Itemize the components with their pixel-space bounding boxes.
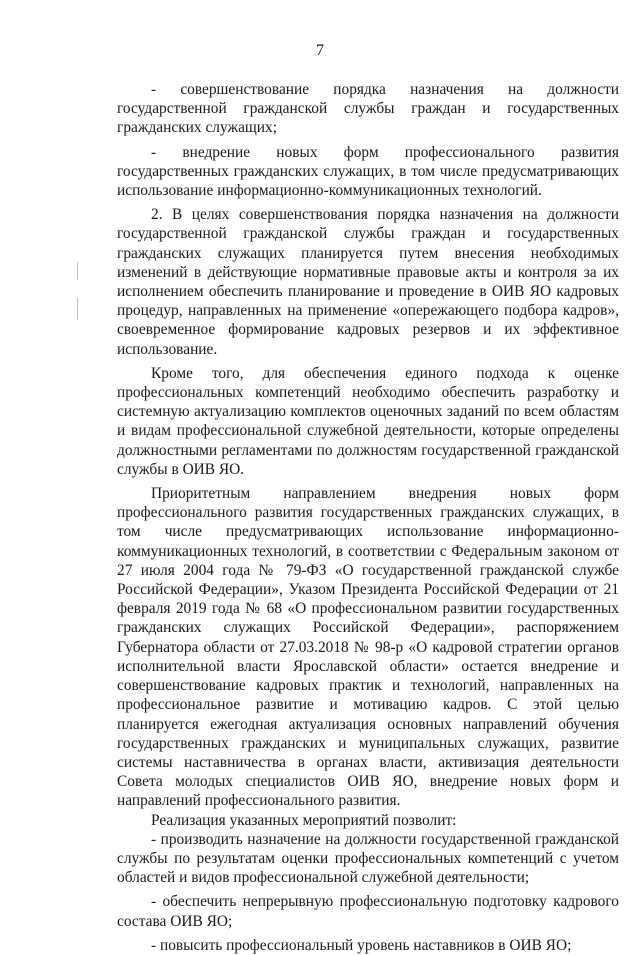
page-number: 7 (316, 42, 324, 59)
bullet-paragraph: - повысить профессиональный уровень наставников в ОИВ ЯО; (151, 936, 572, 954)
bullet-paragraph: - производить назначение на должности государственной гражданской службы по результатам оценки профессиональных компетенций с учетом областей и видов профессиональной служебной деятельности; (117, 830, 619, 887)
scan-margin-mark (77, 298, 78, 320)
bullet-paragraph: - совершенствование порядка назначения на должности государственной гражданской службы граждан и государственных гражданских служащих; (117, 81, 619, 137)
scan-margin-mark (77, 262, 78, 280)
body-paragraph: Кроме того, для обеспечения единого подхода к оценке профессиональных компетенций необходимо обеспечить разработку и системную актуализацию комплектов оценочных заданий по всем областям и видам профессиональной служебной деятельности, которые определены должностными регламентами по должностям государственной гражданской службы в ОИВ ЯО. (117, 364, 619, 478)
numbered-paragraph: 2. В целях совершенствования порядка назначения на должности государственной гражданской службы граждан и государственных гражданских служащих планируется путем внесения необходимых изменений в действующие нормативные правовые акты и контроля за их исполнением обеспечить планирование и проведение в ОИВ ЯО кадровых процедур, направленных на применение «опережающего подбора кадров», своевременное формирование кадровых резервов и их эффективное использование. (117, 206, 619, 358)
body-paragraph: Приоритетным направлением внедрения новых форм профессионального развития государственных гражданских служащих, в том числе предусматривающих использование информационно-коммуникационных технологий, в соответствии с Федеральным законом от 27 июля 2004 года № 79-ФЗ «О государственной гражданской службе Российской Федерации», Указом Президента Российской Федерации от 21 февраля 2019 года № 68 «О профессиональном развитии государственных гражданских служащих Российской Федерации», распоряжением Губернатора области от 27.03.2018 № 98-р «О кадровой стратегии органов исполнительной власти Ярославской области» остается внедрение и совершенствование кадровых практик и технологий, направленных на профессиональное развитие и мотивацию кадров. С этой целью планируется ежегодная актуализация основных направлений обучения государственных гражданских и муниципальных служащих, развитие системы наставничества в органах власти, активизация деятельности Совета молодых специалистов ОИВ ЯО, внедрение новых форм и направлений профессионального развития. (117, 485, 619, 810)
bullet-paragraph: - внедрение новых форм профессионального развития государственных гражданских служащих, в том числе предусматривающих использование информационно-коммуникационных технологий. (117, 143, 619, 200)
body-paragraph: Реализация указанных мероприятий позволит: (151, 811, 457, 829)
bullet-paragraph: - обеспечить непрерывную профессиональную подготовку кадрового состава ОИВ ЯО; (117, 893, 619, 930)
document-body (117, 80, 619, 955)
